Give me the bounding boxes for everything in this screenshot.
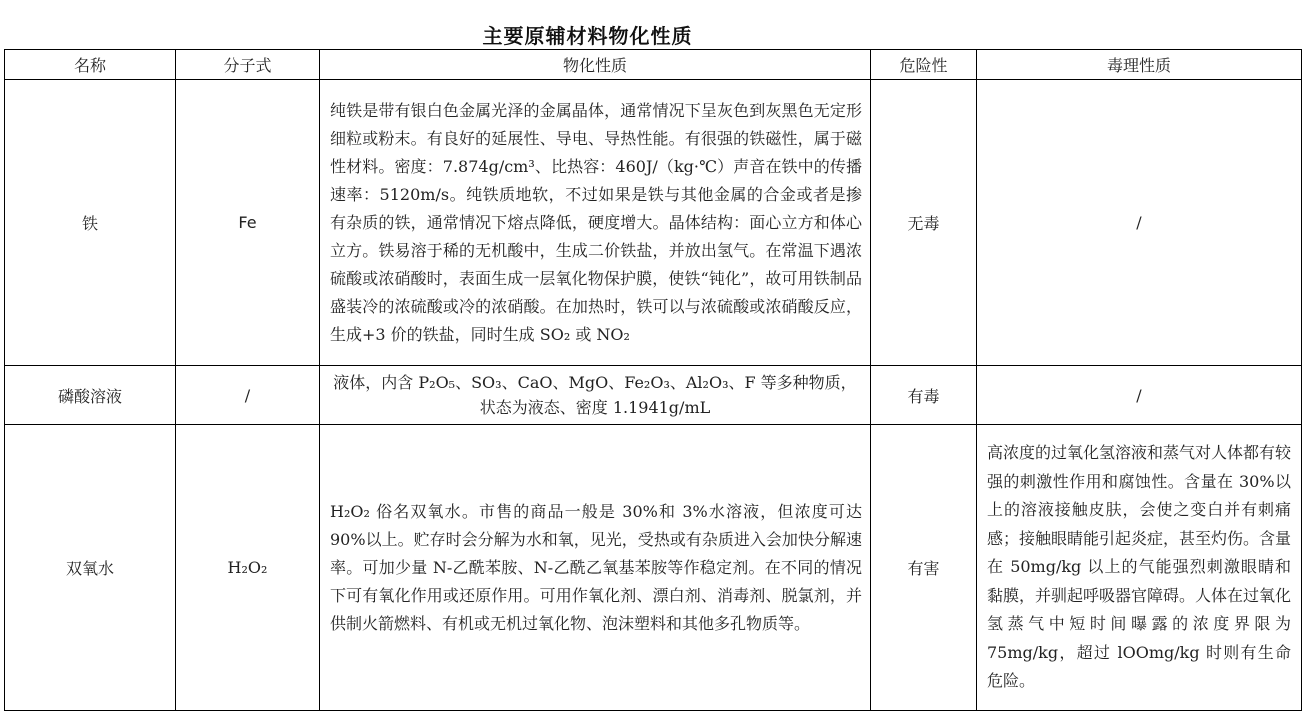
cell-toxicity: /: [977, 366, 1302, 425]
cell-formula: Fe: [176, 80, 320, 366]
table-row: [5, 80, 1302, 366]
cell-hazard: 有害: [871, 425, 977, 711]
table-header-row: [5, 50, 1302, 80]
cell-hazard: 无毒: [871, 80, 977, 366]
cell-formula: H₂O₂: [176, 425, 320, 711]
header-name: 名称: [5, 50, 176, 80]
table-row: [5, 425, 1302, 711]
header-properties: 物化性质: [320, 50, 871, 80]
header-hazard: 危险性: [871, 50, 977, 80]
cell-properties: H₂O₂ 俗名双氧水。市售的商品一般是 30%和 3%水溶液，但浓度可达 90%以上。贮存时会分解为水和氧，见光，受热或有杂质进入会加快分解速率。可加少量 N-乙酰苯胺、N-乙酰乙氧基苯胺等作稳定剂。在不同的情况下可有氧化作用或还原作用。可用作氧化剂、漂白剂、消毒剂、脱氯剂，并供制火箭燃料、有机或无机过氧化物、泡沫塑料和其他多孔物质等。: [320, 425, 871, 711]
cell-toxicity: 高浓度的过氧化氢溶液和蒸气对人体都有较强的刺激性作用和腐蚀性。含量在 30%以上的溶液接触皮肤，会使之变白并有刺痛感；接触眼睛能引起炎症，甚至灼伤。含量在 50mg/kg 以上的气能强烈刺激眼睛和黏膜，并驯起呼吸器官障碍。人体在过氧化氢蒸气中短时间曝露的浓度界限为 75mg/kg，超过 lOOmg/kg 时则有生命危险。: [977, 425, 1302, 711]
cell-toxicity: /: [977, 80, 1302, 366]
cell-properties: 纯铁是带有银白色金属光泽的金属晶体，通常情况下呈灰色到灰黑色无定形细粒或粉末。有良好的延展性、导电、导热性能。有很强的铁磁性，属于磁性材料。密度：7.874g/cm³、比热容：460J/（kg·℃）声音在铁中的传播速率：5120m/s。纯铁质地软，不过如果是铁与其他金属的合金或者是掺有杂质的铁，通常情况下熔点降低，硬度增大。晶体结构：面心立方和体心立方。铁易溶于稀的无机酸中，生成二价铁盐，并放出氢气。在常温下遇浓硫酸或浓硝酸时，表面生成一层氧化物保护膜，使铁“钝化”，故可用铁制品盛装冷的浓硫酸或冷的浓硝酸。在加热时，铁可以与浓硫酸或浓硝酸反应，生成+3 价的铁盐，同时生成 SO₂ 或 NO₂: [320, 80, 871, 366]
materials-table: [4, 49, 1302, 711]
cell-formula: /: [176, 366, 320, 425]
cell-hazard: 有毒: [871, 366, 977, 425]
page-title: 主要原辅材料物化性质: [482, 24, 693, 48]
cell-name: 磷酸溶液: [5, 366, 176, 425]
table-row: [5, 366, 1302, 425]
cell-name: 铁: [5, 80, 176, 366]
cell-name: 双氧水: [5, 425, 176, 711]
header-formula: 分子式: [176, 50, 320, 80]
cell-properties: 液体，内含 P₂O₅、SO₃、CaO、MgO、Fe₂O₃、Al₂O₃、F 等多种物质，状态为液态、密度 1.1941g/mL: [320, 366, 871, 425]
header-toxicity: 毒理性质: [977, 50, 1302, 80]
